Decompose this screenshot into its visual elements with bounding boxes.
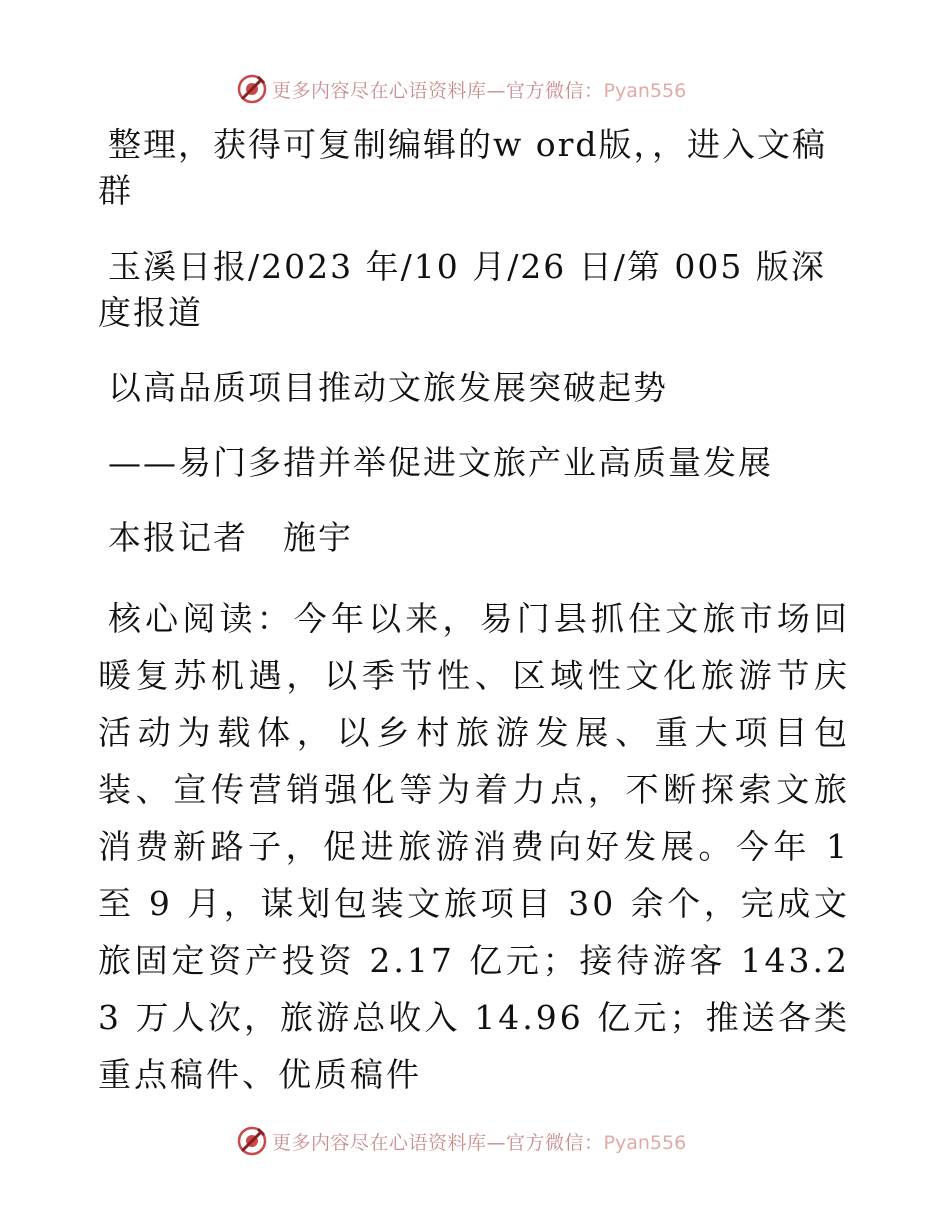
byline: 本报记者 施宇	[108, 518, 353, 557]
stamp-logo-icon	[236, 1125, 268, 1157]
intro-line: 整理，获得可复制编辑的w ord版，，进入文稿群	[98, 125, 828, 210]
source-line: 玉溪日报/2023 年/10 月/26 日/第 005 版深度报道	[98, 247, 826, 332]
stamp-logo-icon	[236, 73, 268, 105]
watermark-text: 更多内容尽在心语资料库—官方微信：Pyan556	[272, 1131, 687, 1154]
article-subtitle: ——易门多措并举促进文旅产业高质量发展	[108, 443, 773, 482]
footer-watermark	[236, 1124, 686, 1158]
document-body	[98, 122, 850, 1103]
summary-paragraph: 核心阅读：今年以来，易门县抓住文旅市场回暖复苏机遇，以季节性、区域性文化旅游节庆活动为载体，以乡村旅游发展、重大项目包装、宣传营销强化等为着力点，不断探索文旅消费新路子，促进旅游消费向好发展。今年 1 至 9 月，谋划包装文旅项目 30 余个，完成文旅固定资产投资 2.17 亿元；接待游客 143.23 万人次，旅游总收入 14.96 亿元；推送各类重点稿件、优质稿件	[98, 599, 850, 1094]
article-title: 以高品质项目推动文旅发展突破起势	[108, 368, 668, 407]
watermark-text: 更多内容尽在心语资料库—官方微信：Pyan556	[272, 79, 687, 102]
header-watermark	[236, 72, 686, 106]
